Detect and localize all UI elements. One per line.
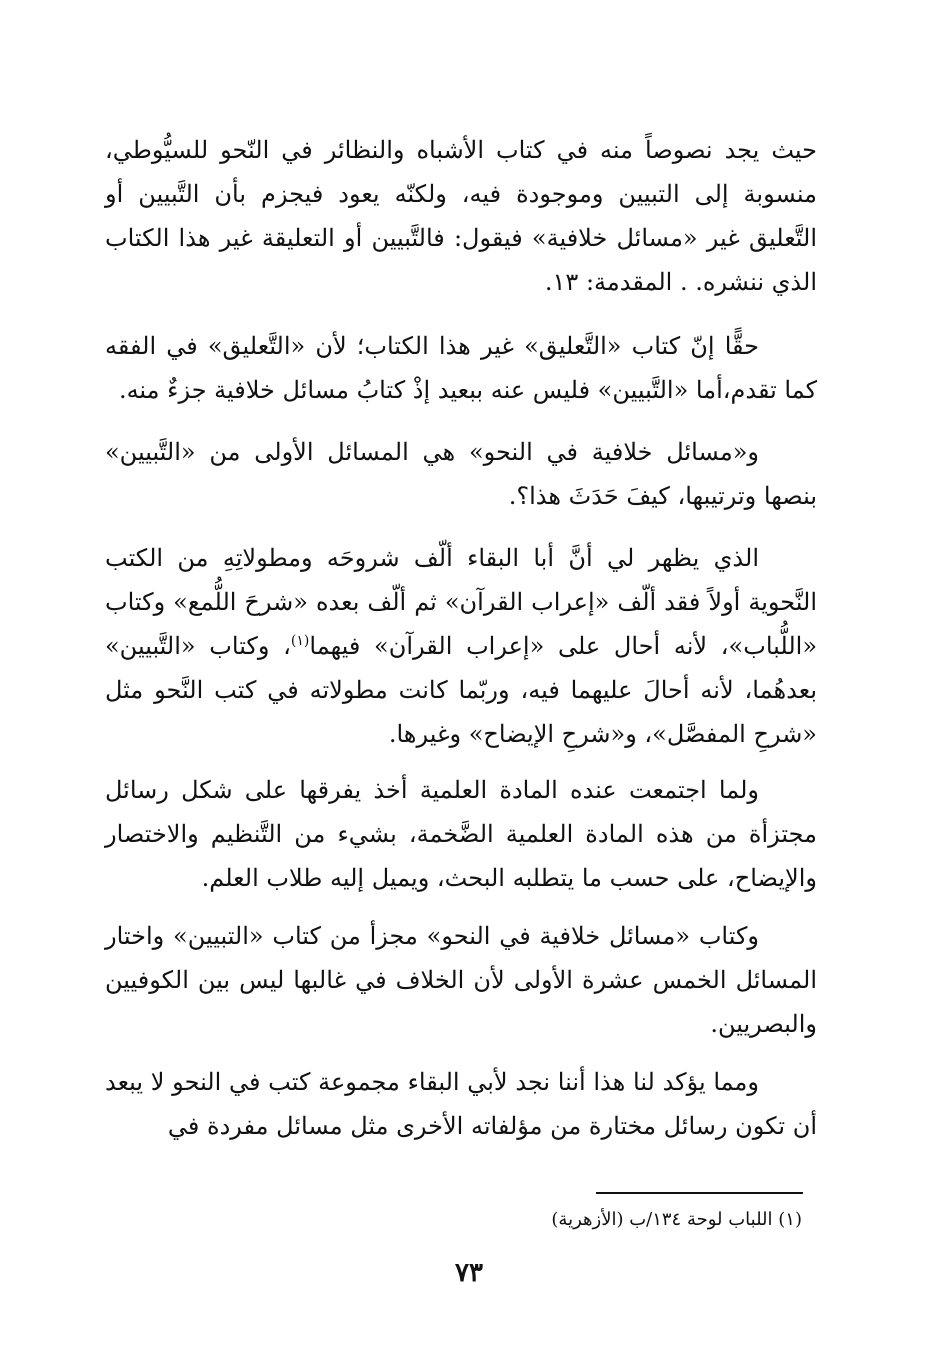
paragraph-6: وكتاب «مسائل خلافية في النحو» مجزأ من كتاب «التبيين» واختار المسائل الخمس عشرة الأولى لأن الخلاف في غالبها ليس بين الكوفيين والبصريين. — [105, 922, 817, 1038]
paragraph-5: ولما اجتمعت عنده المادة العلمية أخذ يفرقها على شكل رسائل مجتزأة من هذه المادة العلمية الضَّخمة، بشيء من التَّنظيم والاختصار والإيضاح، على حسب ما يتطلبه البحث، ويميل إليه طلاب العلم. — [105, 776, 817, 892]
paragraph-4-part-1: الذي يظهر لي أنَّ أبا البقاء ألّف شروحَه ومطولاتِهِ من الكتب النَّحوية أولاً فقد ألّف «إعراب القرآن» ثم ألّف بعده «شرحَ اللُّمع» وكتاب «اللُّباب»، لأنه أحال على «إعراب القرآن» فيهما — [105, 544, 817, 660]
paragraph-4 — [105, 536, 817, 756]
page-number: ٧٣ — [455, 1258, 483, 1288]
footnote: (١) اللباب لوحة ١٣٤/ب (الأزهرية) — [551, 1209, 802, 1230]
paragraph-4-part-2: ، وكتاب «التَّبيين» بعدهُما، لأنه أحالَ عليهما فيه، وربّما كانت مطولاته في كتب النَّحو مثل «شرحِ المفصَّل»، و«شرحِ الإيضاح» وغيرها. — [105, 632, 817, 748]
paragraph-1: حيث يجد نصوصاً منه في كتاب الأشباه والنظائر في النّحو للسيُّوطي، منسوبة إلى التبيين وموجودة فيه، ولكنّه يعود فيجزم بأن التَّبيين أو التَّعليق غير «مسائل خلافية» فيقول: فالتَّبيين أو التعليقة غير هذا الكتاب الذي ننشره. . المقدمة: ١٣. — [105, 136, 817, 296]
footnote-separator — [596, 1192, 803, 1194]
footnote-marker: (١) — [290, 633, 310, 649]
paragraph-2: حقًّا إنّ كتاب «التَّعليق» غير هذا الكتاب؛ لأن «التَّعليق» في الفقه كما تقدم،أما «التَّبيين» فليس عنه ببعيد إذْ كتابُ مسائل خلافية جزءٌ منه. — [105, 332, 817, 404]
paragraph-3: و«مسائل خلافية في النحو» هي المسائل الأولى من «التَّبيين» بنصها وترتيبها، كيفَ حَدَثَ هذا؟. — [105, 438, 817, 510]
paragraph-7: ومما يؤكد لنا هذا أننا نجد لأبي البقاء مجموعة كتب في النحو لا يبعد أن تكون رسائل مختارة من مؤلفاته الأخرى مثل مسائل مفردة في — [105, 1068, 817, 1140]
